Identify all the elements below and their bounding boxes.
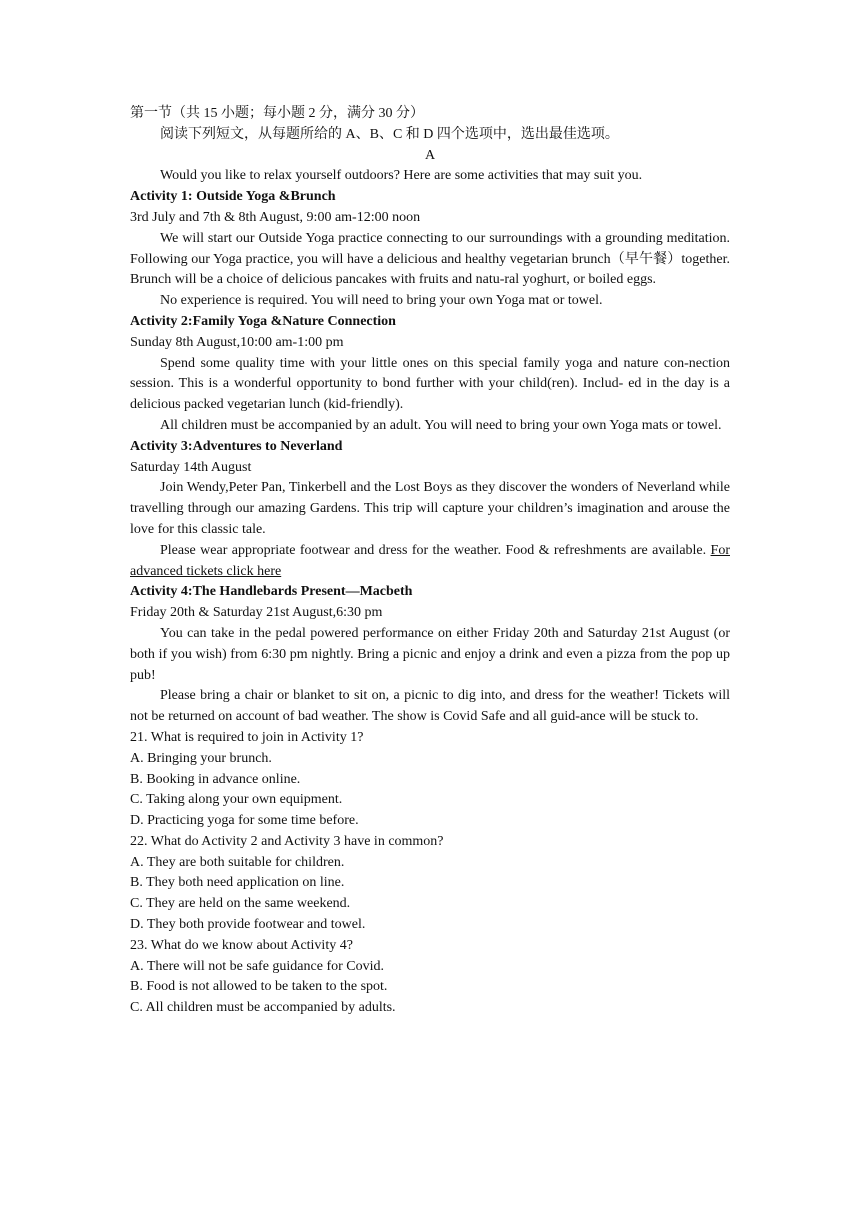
activity-paragraph bbox=[130, 541, 730, 583]
activity-3 bbox=[130, 437, 730, 583]
activity-date: 3rd July and 7th & 8th August, 9:00 am-12:00 noon bbox=[130, 209, 421, 225]
option-c: C. Taking along your own equipment. bbox=[130, 792, 343, 808]
question-23 bbox=[130, 936, 730, 1019]
activity-date: Sunday 8th August,10:00 am-1:00 pm bbox=[130, 334, 344, 350]
activity-title: Activity 1: Outside Yoga &Brunch bbox=[130, 189, 336, 205]
option-b: B. They both need application on line. bbox=[130, 875, 345, 891]
activity-date: Saturday 14th August bbox=[130, 459, 252, 475]
activity-1 bbox=[130, 187, 730, 312]
activity-paragraph: We will start our Outside Yoga practice connecting to our surroundings with a grounding meditation. Following our Yoga practice, you will have a delicious and healthy vegetarian brunch（早午餐）together. Brunch will be a choice of delicious pancakes with fruits and natu-ral yoghurt, or boiled eggs. bbox=[130, 230, 730, 288]
option-d: D. They both provide footwear and towel. bbox=[130, 917, 366, 933]
passage-intro: Would you like to relax yourself outdoors? Here are some activities that may suit you. bbox=[160, 168, 643, 184]
activity-paragraph-text: Please wear appropriate footwear and dress for the weather. Food & refreshments are available. bbox=[160, 542, 711, 558]
option-b: B. Booking in advance online. bbox=[130, 771, 301, 787]
question-stem: 23. What do we know about Activity 4? bbox=[130, 937, 353, 953]
instructions: 阅读下列短文，从每题所给的 A、B、C 和 D 四个选项中，选出最佳选项。 bbox=[160, 126, 619, 142]
option-c: C. They are held on the same weekend. bbox=[130, 896, 351, 912]
option-a: A. They are both suitable for children. bbox=[130, 854, 345, 870]
question-stem: 22. What do Activity 2 and Activity 3 have in common? bbox=[130, 833, 444, 849]
option-c: C. All children must be accompanied by adults. bbox=[130, 1000, 396, 1016]
exam-page bbox=[130, 104, 730, 1019]
activity-title: Activity 3:Adventures to Neverland bbox=[130, 438, 343, 454]
option-d: D. Practicing yoga for some time before. bbox=[130, 813, 359, 829]
activity-paragraph: Join Wendy,Peter Pan, Tinkerbell and the Lost Boys as they discover the wonders of Neverland while travelling through our amazing Gardens. This trip will capture your children’s imagination and arouse the love for this classic tale. bbox=[130, 480, 730, 537]
option-b: B. Food is not allowed to be taken to the spot. bbox=[130, 979, 388, 995]
question-stem: 21. What is required to join in Activity 1? bbox=[130, 729, 364, 745]
question-21 bbox=[130, 728, 730, 832]
activity-date: Friday 20th & Saturday 21st August,6:30 pm bbox=[130, 605, 383, 621]
activity-paragraph: Please bring a chair or blanket to sit on, a picnic to dig into, and dress for the weather! Tickets will not be returned on account of bad weather. The show is Covid Safe and all guid-ance will be stuck to. bbox=[130, 688, 730, 725]
activity-paragraph: No experience is required. You will need to bring your own Yoga mat or towel. bbox=[160, 293, 603, 309]
question-22 bbox=[130, 832, 730, 936]
activity-paragraph: Spend some quality time with your little ones on this special family yoga and nature con-nection session. This is a wonderful opportunity to bond further with your child(ren). Includ- ed in the day is a delicious packed vegetarian lunch (kid-friendly). bbox=[130, 355, 730, 413]
activity-paragraph: All children must be accompanied by an adult. You will need to bring your own Yoga mats or towel. bbox=[160, 417, 722, 433]
advanced-tickets-link[interactable]: For advanced tickets click here bbox=[130, 542, 730, 579]
passage-label: A bbox=[424, 147, 436, 163]
activity-paragraph: You can take in the pedal powered performance on either Friday 20th and Saturday 21st August (or both if you wish) from 6:30 pm nightly. Bring a picnic and enjoy a drink and even a pizza from the pop up pub! bbox=[130, 625, 730, 683]
activity-2 bbox=[130, 312, 730, 437]
option-a: A. There will not be safe guidance for Covid. bbox=[130, 958, 385, 974]
option-a: A. Bringing your brunch. bbox=[130, 750, 272, 766]
activity-title: Activity 4:The Handlebards Present—Macbeth bbox=[130, 584, 413, 600]
activity-title: Activity 2:Family Yoga &Nature Connection bbox=[130, 313, 396, 329]
section-header: 第一节（共 15 小题；每小题 2 分，满分 30 分） bbox=[130, 106, 424, 121]
activity-4 bbox=[130, 582, 730, 728]
